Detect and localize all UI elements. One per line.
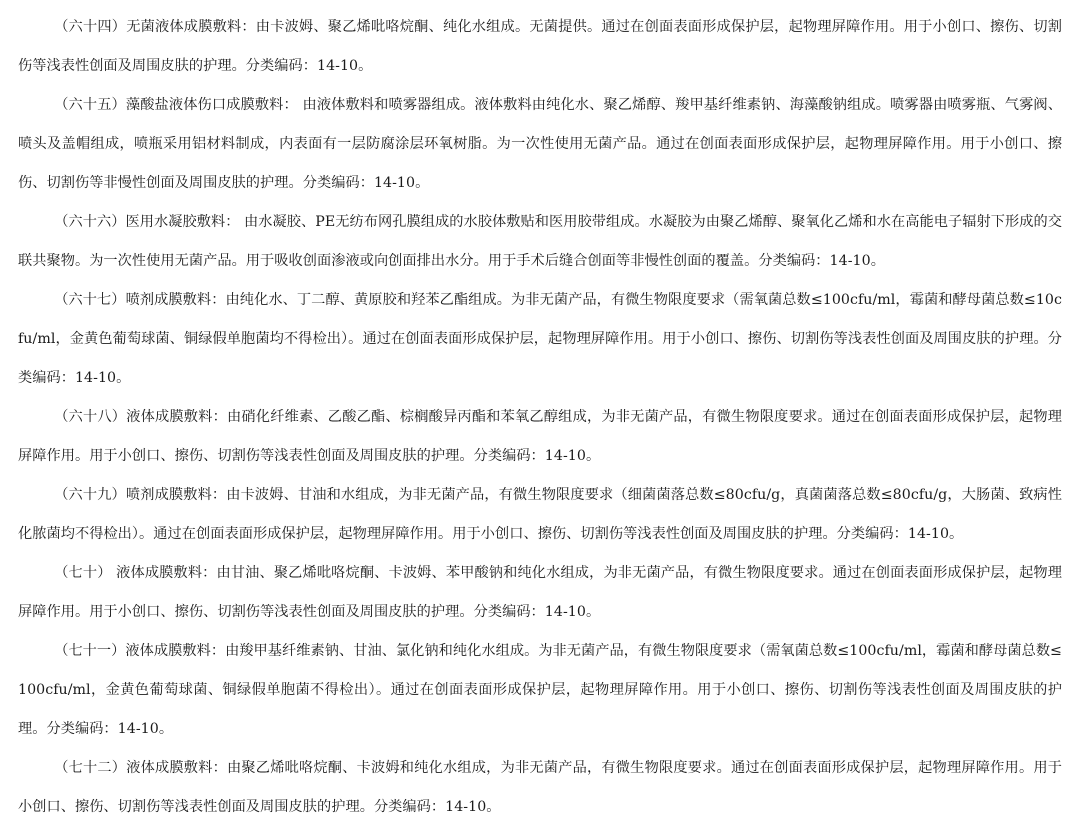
paragraph-72: （七十二）液体成膜敷料：由聚乙烯吡咯烷酮、卡波姆和纯化水组成，为非无菌产品，有微生物限度要求。通过在创面表面形成保护层，起物理屏障作用。用于小创口、擦伤、切割伤等浅表性创面及周围皮肤的护理。分类编码：14-10。 [18, 760, 1062, 815]
paragraph-65: （六十五）藻酸盐液体伤口成膜敷料： 由液体敷料和喷雾器组成。液体敷料由纯化水、聚乙烯醇、羧甲基纤维素钠、海藻酸钠组成。喷雾器由喷雾瓶、气雾阀、喷头及盖帽组成，喷瓶采用铝材料制成，内表面有一层防腐涂层环氧树脂。为一次性使用无菌产品。通过在创面表面形成保护层，起物理屏障作用。用于小创口、擦伤、切割伤等非慢性创面及周围皮肤的护理。分类编码：14-10。 [18, 97, 1062, 191]
paragraph-70: （七十） 液体成膜敷料：由甘油、聚乙烯吡咯烷酮、卡波姆、苯甲酸钠和纯化水组成，为非无菌产品，有微生物限度要求。通过在创面表面形成保护层，起物理屏障作用。用于小创口、擦伤、切割伤等浅表性创面及周围皮肤的护理。分类编码：14-10。 [18, 565, 1062, 620]
paragraph-64: （六十四）无菌液体成膜敷料：由卡波姆、聚乙烯吡咯烷酮、纯化水组成。无菌提供。通过在创面表面形成保护层，起物理屏障作用。用于小创口、擦伤、切割伤等浅表性创面及周围皮肤的护理。分类编码：14-10。 [18, 19, 1062, 74]
paragraph-67: （六十七）喷剂成膜敷料：由纯化水、丁二醇、黄原胶和羟苯乙酯组成。为非无菌产品，有微生物限度要求（需氧菌总数≤100cfu/ml，霉菌和酵母菌总数≤10cfu/ml，金黄色葡萄球菌、铜绿假单胞菌均不得检出）。通过在创面表面形成保护层，起物理屏障作用。用于小创口、擦伤、切割伤等浅表性创面及周围皮肤的护理。分类编码：14-10。 [18, 292, 1062, 386]
paragraph-69: （六十九）喷剂成膜敷料：由卡波姆、甘油和水组成，为非无菌产品，有微生物限度要求（细菌菌落总数≤80cfu/g，真菌菌落总数≤80cfu/g，大肠菌、致病性化脓菌均不得检出）。通过在创面表面形成保护层，起物理屏障作用。用于小创口、擦伤、切割伤等浅表性创面及周围皮肤的护理。分类编码：14-10。 [18, 487, 1062, 542]
paragraph-68: （六十八）液体成膜敷料：由硝化纤维素、乙酸乙酯、棕榈酸异丙酯和苯氧乙醇组成，为非无菌产品，有微生物限度要求。通过在创面表面形成保护层，起物理屏障作用。用于小创口、擦伤、切割伤等浅表性创面及周围皮肤的护理。分类编码：14-10。 [18, 409, 1062, 464]
paragraph-66: （六十六）医用水凝胶敷料： 由水凝胶、PE无纺布网孔膜组成的水胶体敷贴和医用胶带组成。水凝胶为由聚乙烯醇、聚氧化乙烯和水在高能电子辐射下形成的交联共聚物。为一次性使用无菌产品。用于吸收创面渗液或向创面排出水分。用于手术后缝合创面等非慢性创面的覆盖。分类编码：14-10。 [18, 214, 1062, 269]
paragraph-71: （七十一）液体成膜敷料：由羧甲基纤维素钠、甘油、氯化钠和纯化水组成。为非无菌产品，有微生物限度要求（需氧菌总数≤100cfu/ml，霉菌和酵母菌总数≤100cfu/ml，金黄色葡萄球菌、铜绿假单胞菌不得检出）。通过在创面表面形成保护层，起物理屏障作用。用于小创口、擦伤、切割伤等浅表性创面及周围皮肤的护理。分类编码：14-10。 [18, 643, 1062, 737]
